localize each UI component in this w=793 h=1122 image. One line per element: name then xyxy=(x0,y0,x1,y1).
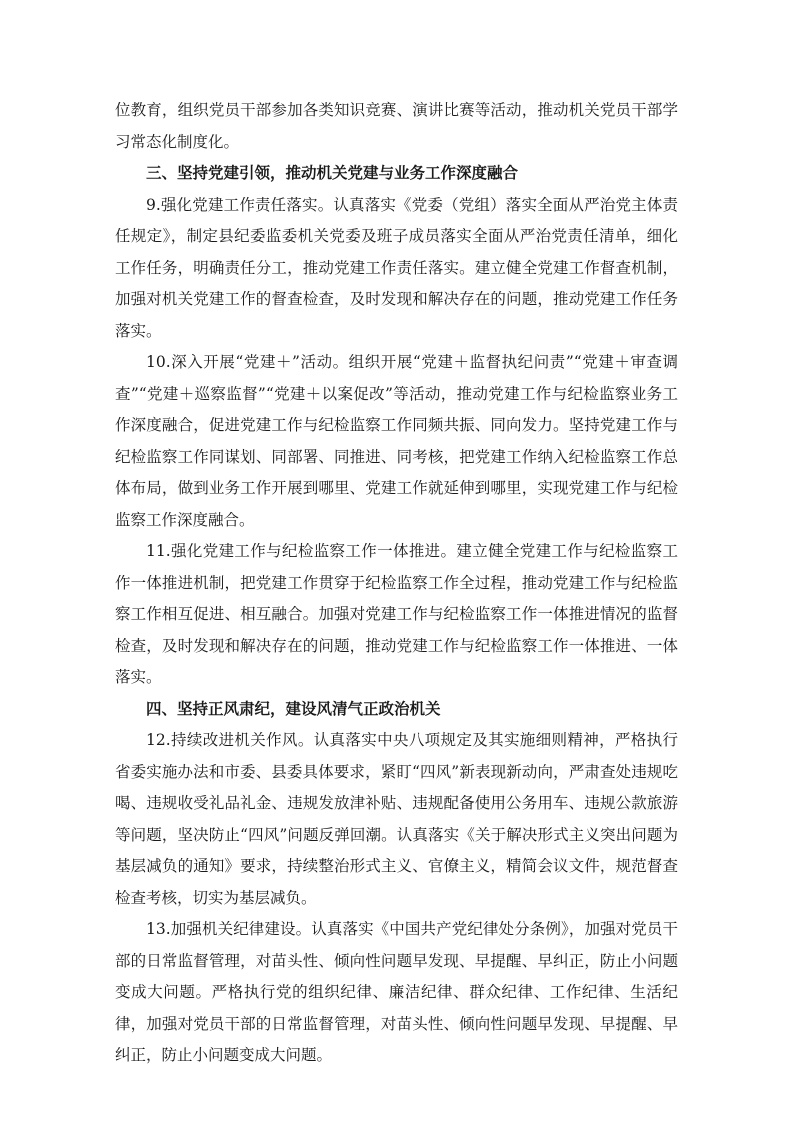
section-4-heading: 四、坚持正风肃纪，建设风清气正政治机关 xyxy=(146,699,441,718)
section-3-heading: 三、坚持党建引领，推动机关党建与业务工作深度融合 xyxy=(146,164,519,182)
paragraph-item-13: 13.加强机关纪律建设。认真落实《中国共产党纪律处分条例》，加强对党员干部的日常监督管理，对苗头性、倾向性问题早发现、早提醒、早纠正，防止小问题变成大问题。严格执行党的组织纪律、廉洁纪律、群众纪律、工作纪律、生活纪律，加强对党员干部的日常监督管理，对苗头性、倾向性问题早发现、早提醒、早纠正，防止小问题变成大问题。 xyxy=(115,920,678,1064)
paragraph-item-12: 12.持续改进机关作风。认真落实中央八项规定及其实施细则精神，严格执行省委实施办法和市委、县委具体要求，紧盯“四风”新表现新动向，严肃查处违规吃喝、违规收受礼品礼金、违规发放津补贴、违规配备使用公务用车、违规公款旅游等问题，坚决防止“四风”问题反弹回潮。认真落实《关于解决形式主义突出问题为基层减负的通知》要求，持续整治形式主义、官僚主义，精简会议文件，规范督查检查考核，切实为基层减负。 xyxy=(115,731,678,907)
paragraph-item-10: 10.深入开展“党建＋”活动。组织开展“党建＋监督执纪问责”“党建＋审查调查”“党建＋巡察监督”“党建＋以案促改”等活动，推动党建工作与纪检监察业务工作深度融合，促进党建工作与纪检监察工作同频共振、同向发力。坚持党建工作与纪检监察工作同谋划、同部署、同推进、同考核，把党建工作纳入纪检监察工作总体布局，做到业务工作开展到哪里、党建工作就延伸到哪里，实现党建工作与纪检监察工作深度融合。 xyxy=(115,353,678,529)
document-page xyxy=(115,95,678,1072)
paragraph-item-9: 9.强化党建工作责任落实。认真落实《党委（党组）落实全面从严治党主体责任规定》，制定县纪委监委机关党委及班子成员落实全面从严治党责任清单，细化工作任务，明确责任分工，推动党建工作责任落实。建立健全党建工作督查机制，加强对机关党建工作的督查检查，及时发现和解决存在的问题，推动党建工作任务落实。 xyxy=(115,195,678,340)
intro-paragraph: 位教育，组织党员干部参加各类知识竞赛、演讲比赛等活动，推动机关党员干部学习常态化制度化。 xyxy=(115,101,678,151)
paragraph-item-11: 11.强化党建工作与纪检监察工作一体推进。建立健全党建工作与纪检监察工作一体推进机制，把党建工作贯穿于纪检监察工作全过程，推动党建工作与纪检监察工作相互促进、相互融合。加强对党建工作与纪检监察工作一体推进情况的监督检查，及时发现和解决存在的问题，推动党建工作与纪检监察工作一体推进、一体落实。 xyxy=(115,542,678,686)
